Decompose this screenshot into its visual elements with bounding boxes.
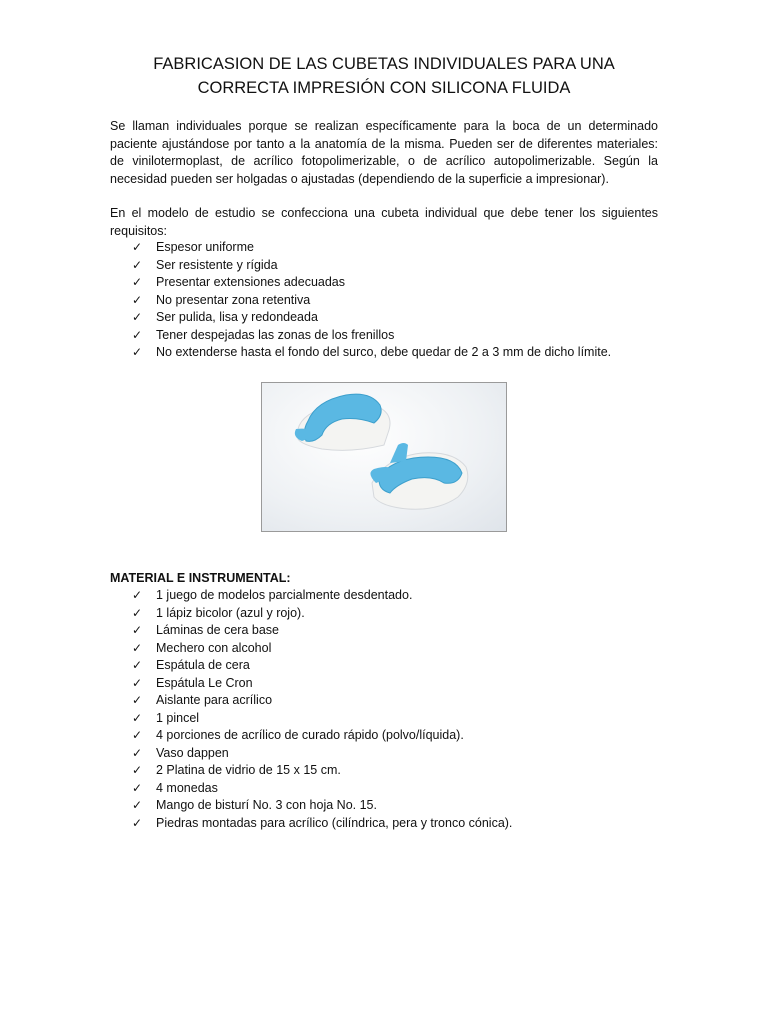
list-item	[0, 257, 611, 275]
list-item	[0, 622, 512, 640]
check-icon: ✓	[132, 240, 143, 254]
check-icon: ✓	[132, 763, 143, 777]
list-item-text: 1 lápiz bicolor (azul y rojo).	[156, 605, 305, 620]
list-item	[0, 344, 611, 362]
list-item	[0, 797, 512, 815]
list-item	[0, 605, 512, 623]
list-item-text: 4 porciones de acrílico de curado rápido (polvo/líquida).	[156, 728, 464, 742]
check-icon: ✓	[132, 710, 143, 725]
requirements-list	[0, 239, 611, 362]
check-icon: ✓	[132, 815, 143, 830]
list-item	[0, 327, 611, 345]
check-icon: ✓	[132, 588, 143, 602]
list-item-text: 4 monedas	[156, 780, 218, 795]
list-item-text: No presentar zona retentiva	[156, 292, 311, 307]
list-item	[0, 815, 512, 833]
list-item	[0, 675, 512, 693]
list-item-text: Aislante para acrílico	[156, 693, 273, 707]
list-item	[0, 640, 512, 658]
list-item	[0, 587, 512, 605]
list-item-text: Mango de bisturí No. 3 con hoja No. 15.	[156, 798, 377, 812]
list-item	[0, 727, 512, 745]
check-icon: ✓	[132, 310, 143, 324]
check-icon: ✓	[132, 658, 143, 672]
check-icon: ✓	[132, 327, 143, 342]
intro-paragraph: Se llaman individuales porque se realizan específicamente para la boca de un determinado paciente ajustándose por tanto a la anatomía de la misma. Pueden ser de diferentes materiales: de vinilotermoplast, de acrílico fotopolimerizable, o de acrílico autopolimerizable. Según la necesidad pueden ser holgadas o ajustadas (dependiendo de la superficie a impresionar).	[110, 119, 658, 186]
list-item	[0, 692, 512, 710]
list-item-text: 1 juego de modelos parcialmente desdentado.	[156, 588, 413, 602]
check-icon: ✓	[132, 292, 143, 307]
trays-illustration	[262, 383, 506, 531]
check-icon: ✓	[132, 640, 143, 655]
impression-trays-photo	[261, 382, 507, 532]
list-item	[0, 657, 512, 675]
check-icon: ✓	[132, 605, 143, 620]
document-title	[100, 52, 668, 100]
check-icon: ✓	[132, 745, 143, 760]
list-item	[0, 274, 611, 292]
check-icon: ✓	[132, 693, 143, 707]
list-item-text: Espesor uniforme	[156, 240, 254, 254]
list-item	[0, 780, 512, 798]
materials-heading: MATERIAL E INSTRUMENTAL:	[110, 571, 291, 585]
list-item-text: Tener despejadas las zonas de los frenillos	[156, 327, 395, 342]
title-line-1: FABRICASION DE LAS CUBETAS INDIVIDUALES PARA UNA	[153, 55, 615, 73]
list-item	[0, 309, 611, 327]
check-icon: ✓	[132, 798, 143, 812]
check-icon: ✓	[132, 257, 143, 272]
lower-tray-grip	[390, 443, 408, 463]
list-item	[0, 745, 512, 763]
list-item-text: 2 Platina de vidrio de 15 x 15 cm.	[156, 763, 341, 777]
check-icon: ✓	[132, 623, 143, 637]
list-item-text: No extenderse hasta el fondo del surco, debe quedar de 2 a 3 mm de dicho límite.	[156, 345, 612, 359]
materials-list	[0, 587, 512, 832]
list-item-text: Mechero con alcohol	[156, 640, 272, 655]
list-item-text: Vaso dappen	[156, 745, 229, 760]
check-icon: ✓	[132, 345, 143, 359]
check-icon: ✓	[132, 275, 143, 289]
list-item	[0, 710, 512, 728]
list-item-text: Piedras montadas para acrílico (cilíndrica, pera y tronco cónica).	[156, 815, 513, 830]
list-item-text: Presentar extensiones adecuadas	[156, 275, 346, 289]
list-item-text: Ser resistente y rígida	[156, 257, 278, 272]
list-item-text: Espátula de cera	[156, 658, 250, 672]
list-item-text: 1 pincel	[156, 710, 200, 725]
check-icon: ✓	[132, 675, 143, 690]
list-item	[0, 762, 512, 780]
requirements-intro: En el modelo de estudio se confecciona una cubeta individual que debe tener los siguientes requisitos:	[110, 206, 658, 238]
title-line-2: CORRECTA IMPRESIÓN CON SILICONA FLUIDA	[197, 79, 571, 97]
check-icon: ✓	[132, 728, 143, 742]
list-item	[0, 239, 611, 257]
list-item-text: Ser pulida, lisa y redondeada	[156, 310, 318, 324]
list-item	[0, 292, 611, 310]
check-icon: ✓	[132, 780, 143, 795]
list-item-text: Espátula Le Cron	[156, 675, 253, 690]
list-item-text: Láminas de cera base	[156, 623, 279, 637]
